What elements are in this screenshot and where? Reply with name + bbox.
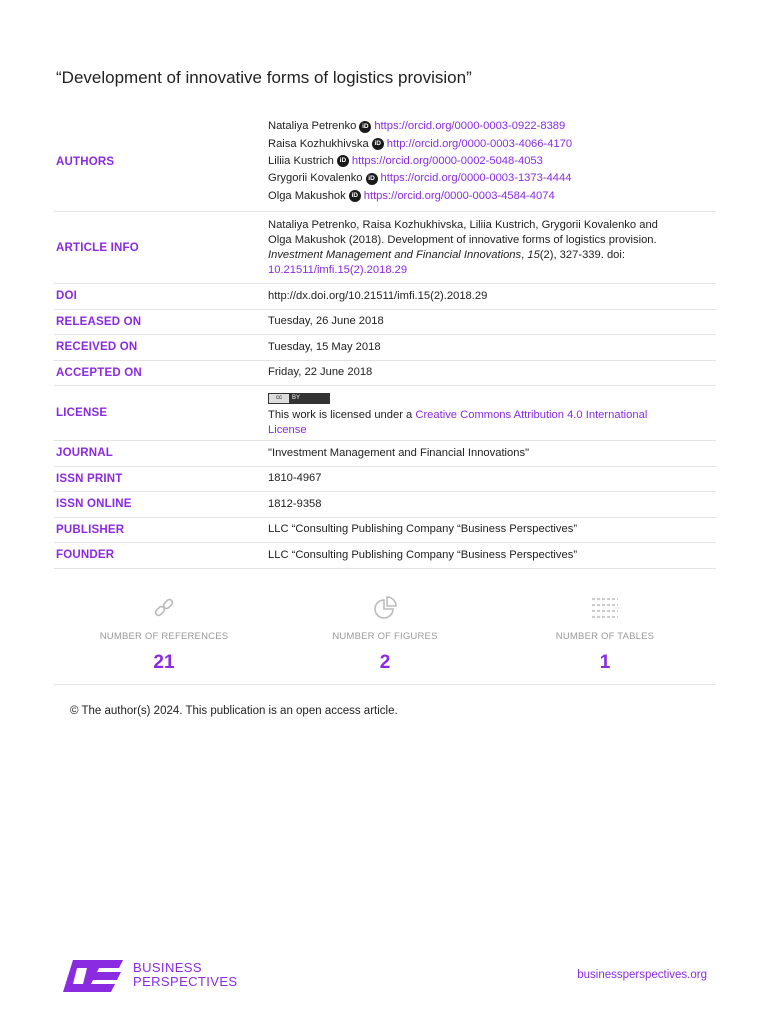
references-stat xyxy=(64,595,264,674)
journal-value: "Investment Management and Financial Innovations" xyxy=(268,446,530,459)
founder-row xyxy=(54,543,716,569)
license-text-line xyxy=(268,408,716,423)
publisher-row xyxy=(54,518,716,544)
authors-list xyxy=(268,118,716,205)
issn-online-row xyxy=(54,492,716,518)
doi-row xyxy=(54,284,716,310)
founder-label: FOUNDER xyxy=(56,549,115,562)
released-value: Tuesday, 26 June 2018 xyxy=(268,315,384,328)
released-label: RELEASED ON xyxy=(56,315,142,328)
author-item xyxy=(268,153,716,170)
volume: 15 xyxy=(527,248,540,261)
figures-count: 2 xyxy=(379,652,391,673)
author-name: Nataliya Petrenko xyxy=(268,120,357,133)
citation-line: Olga Makushok (2018). Development of innovative forms of logistics provision. xyxy=(268,233,657,246)
copyright-notice: © The author(s) 2024. This publication is an open access article. xyxy=(70,705,398,717)
logo-line: BUSINESS xyxy=(133,960,202,975)
license-label: LICENSE xyxy=(56,407,108,419)
link-icon xyxy=(64,595,264,621)
orcid-icon: iD xyxy=(366,173,378,185)
volume-separator: , xyxy=(521,248,528,261)
citation-line: Nataliya Petrenko, Raisa Kozhukhivska, Liliia Kustrich, Grygorii Kovalenko and xyxy=(268,218,658,231)
journal-row xyxy=(54,441,716,467)
received-label: RECEIVED ON xyxy=(56,341,138,354)
business-perspectives-logo[interactable] xyxy=(63,958,238,992)
accepted-value: Friday, 22 June 2018 xyxy=(268,366,373,379)
released-row xyxy=(54,310,716,336)
references-count: 21 xyxy=(153,652,175,673)
author-name: Grygorii Kovalenko xyxy=(268,172,363,185)
figures-stat xyxy=(285,595,485,674)
author-item xyxy=(268,170,716,187)
cc-by-badge-icon[interactable]: cc BY xyxy=(268,393,330,404)
tables-stat xyxy=(505,595,705,674)
issn-online-value: 1812-9358 xyxy=(268,497,322,510)
license-link[interactable]: Creative Commons Attribution 4.0 International xyxy=(415,408,648,421)
tables-count: 1 xyxy=(599,652,611,673)
doi-label: DOI xyxy=(56,290,78,303)
pie-chart-icon xyxy=(285,595,485,621)
table-icon xyxy=(505,595,705,621)
issn-print-row xyxy=(54,467,716,493)
logo-text xyxy=(133,961,238,989)
tables-label: NUMBER OF TABLES xyxy=(555,631,655,642)
article-citation xyxy=(268,218,716,278)
accepted-label: ACCEPTED ON xyxy=(56,366,142,379)
publisher-label: PUBLISHER xyxy=(56,523,125,536)
stats-panel xyxy=(54,595,716,685)
doi-value: http://dx.doi.org/10.21511/imfi.15(2).2018.29 xyxy=(268,289,488,302)
journal-label: JOURNAL xyxy=(56,447,113,460)
license-text: This work is licensed under a xyxy=(268,408,416,421)
references-label: NUMBER OF REFERENCES xyxy=(99,631,229,642)
license-link[interactable]: License xyxy=(268,423,307,436)
issn-online-label: ISSN ONLINE xyxy=(56,498,132,511)
received-value: Tuesday, 15 May 2018 xyxy=(268,340,381,353)
orcid-link[interactable]: https://orcid.org/0000-0003-4584-4074 xyxy=(363,189,555,202)
citation-line xyxy=(268,248,716,263)
authors-label: AUTHORS xyxy=(56,155,115,168)
issn-print-label: ISSN PRINT xyxy=(56,472,123,485)
license-value xyxy=(268,389,716,438)
authors-row xyxy=(54,112,716,212)
page-title: “Development of innovative forms of logistics provision” xyxy=(56,68,472,87)
founder-value: LLC “Consulting Publishing Company “Business Perspectives” xyxy=(268,548,578,561)
author-name: Liliia Kustrich xyxy=(268,154,334,167)
orcid-icon: iD xyxy=(359,121,371,133)
metadata-table xyxy=(54,112,716,569)
journal-name: Investment Management and Financial Innovations xyxy=(268,248,522,261)
author-name: Olga Makushok xyxy=(268,189,346,202)
author-name: Raisa Kozhukhivska xyxy=(268,137,369,150)
orcid-link[interactable]: https://orcid.org/0000-0002-5048-4053 xyxy=(351,154,543,167)
orcid-icon: iD xyxy=(372,138,384,150)
accepted-row xyxy=(54,361,716,387)
website-link[interactable]: businessperspectives.org xyxy=(577,969,707,981)
article-info-label: ARTICLE INFO xyxy=(56,241,139,254)
article-info-row xyxy=(54,212,716,284)
pages: (2), 327-339. doi: xyxy=(539,248,625,261)
orcid-icon: iD xyxy=(337,155,349,167)
orcid-link[interactable]: http://orcid.org/0000-0003-4066-4170 xyxy=(386,137,573,150)
publisher-value: LLC “Consulting Publishing Company “Business Perspectives” xyxy=(268,523,578,536)
author-item xyxy=(268,188,716,205)
orcid-link[interactable]: https://orcid.org/0000-0003-1373-4444 xyxy=(380,172,572,185)
author-item xyxy=(268,118,716,135)
figures-label: NUMBER OF FIGURES xyxy=(332,631,438,642)
doi-link[interactable]: 10.21511/imfi.15(2).2018.29 xyxy=(268,263,408,276)
orcid-icon: iD xyxy=(349,190,361,202)
issn-print-value: 1810-4967 xyxy=(268,472,322,485)
license-row xyxy=(54,386,716,441)
author-item xyxy=(268,135,716,152)
orcid-link[interactable]: https://orcid.org/0000-0003-0922-8389 xyxy=(374,120,566,133)
logo-mark-icon xyxy=(63,958,125,992)
received-row xyxy=(54,335,716,361)
logo-line: PERSPECTIVES xyxy=(133,974,238,989)
